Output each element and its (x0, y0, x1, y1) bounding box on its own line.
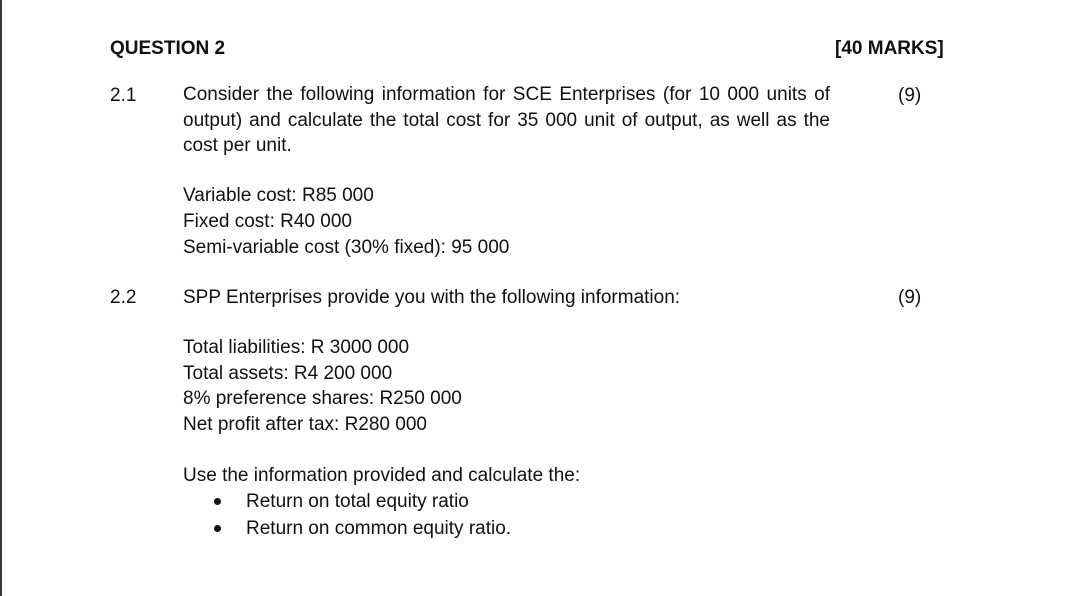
q22-instruction: Use the information provided and calculate the: (183, 465, 581, 486)
question-2-1-text: Consider the following information for SCE Enterprises (for 10 000 units of output) and calculate the total cost for 35 000 unit of output, as well as the cost per unit. (183, 84, 830, 156)
question-2-2-text: SPP Enterprises provide you with the following information: (183, 287, 681, 308)
page-left-border (0, 0, 2, 596)
q22-total-liabilities: Total liabilities: R 3000 000 (183, 337, 410, 358)
q21-variable-cost: Variable cost: R85 000 (183, 185, 374, 206)
question-2-2-marks: (9) (898, 287, 922, 308)
q22-net-profit: Net profit after tax: R280 000 (183, 414, 427, 435)
q21-fixed-cost: Fixed cost: R40 000 (183, 211, 352, 232)
bullet-icon (214, 498, 221, 505)
total-marks: [40 MARKS] (835, 38, 944, 59)
question-title: QUESTION 2 (110, 38, 226, 59)
q22-preference-shares: 8% preference shares: R250 000 (183, 388, 462, 409)
question-2-1-number: 2.1 (110, 85, 137, 106)
q21-semi-variable-cost: Semi-variable cost (30% fixed): 95 000 (183, 237, 510, 258)
q22-total-assets: Total assets: R4 200 000 (183, 363, 393, 384)
q22-bullet-return-common-equity: Return on common equity ratio. (246, 518, 512, 539)
bullet-icon (214, 525, 221, 532)
q22-bullet-return-total-equity: Return on total equity ratio (246, 491, 469, 512)
question-2-2-number: 2.2 (110, 287, 137, 308)
question-2-1-marks: (9) (898, 85, 922, 106)
